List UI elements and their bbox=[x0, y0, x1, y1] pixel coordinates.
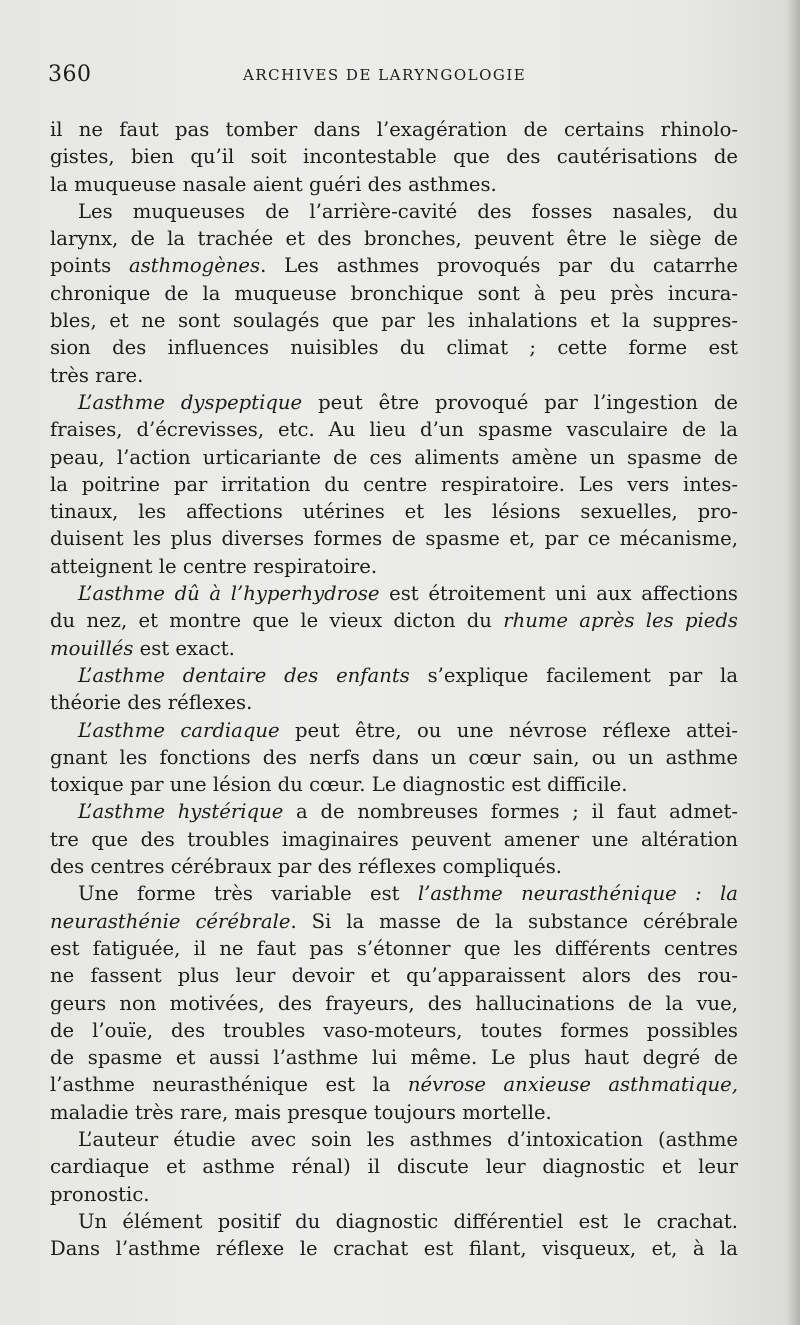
text-line: l’asthme neurasthénique est la névrose anxieuse asthmatique, bbox=[50, 1073, 738, 1097]
text-line: pronostic. bbox=[50, 1182, 150, 1206]
text-line: L’asthme dyspeptique peut être provoqué par l’ingestion de bbox=[78, 390, 739, 414]
text-line: fraises, d’écrevisses, etc. Au lieu d’un spasme vasculaire de la bbox=[50, 418, 738, 442]
page-header bbox=[48, 62, 748, 88]
text-line: très rare. bbox=[50, 363, 144, 387]
text-line: geurs non motivées, des frayeurs, des hallucinations de la vue, bbox=[50, 991, 738, 1015]
text-line: des centres cérébraux par des réflexes compliqués. bbox=[50, 855, 563, 879]
running-title: ARCHIVES DE LARYNGOLOGIE bbox=[243, 66, 527, 84]
text-line: neurasthénie cérébrale. Si la masse de la substance cérébrale bbox=[50, 909, 738, 933]
text-line: peau, l’action urticariante de ces aliments amène un spasme de bbox=[50, 445, 738, 469]
text-line: gnant les fonctions des nerfs dans un cœur sain, ou un asthme bbox=[50, 745, 738, 769]
text-line: Une forme très variable est l’asthme neurasthénique : la bbox=[78, 882, 738, 906]
text-line: ne fassent plus leur devoir et qu’apparaissent alors des rou- bbox=[50, 964, 738, 988]
text-line: larynx, de la trachée et des bronches, peuvent être le siège de bbox=[50, 227, 738, 251]
text-line: est fatiguée, il ne faut pas s’étonner que les différents centres bbox=[50, 936, 738, 960]
text-line: théorie des réflexes. bbox=[50, 691, 253, 715]
text-line: L’asthme hystérique a de nombreuses formes ; il faut admet- bbox=[78, 800, 738, 824]
text-line: toxique par une lésion du cœur. Le diagnostic est difficile. bbox=[50, 773, 628, 797]
text-line: il ne faut pas tomber dans l’exagération de certains rhinolo- bbox=[50, 118, 738, 141]
text-line: duisent les plus diverses formes de spasme et, par ce mécanisme, bbox=[50, 527, 738, 551]
text-line: L’auteur étudie avec soin les asthmes d’intoxication (asthme bbox=[78, 1127, 738, 1151]
text-line: du nez, et montre que le vieux dicton du rhume après les pieds bbox=[50, 609, 738, 633]
text-line: gistes, bien qu’il soit incontestable que des cautérisations de bbox=[50, 145, 738, 169]
text-line: sion des influences nuisibles du climat ; cette forme est bbox=[50, 336, 738, 360]
text-line: Dans l’asthme réflexe le crachat est filant, visqueux, et, à la bbox=[50, 1237, 738, 1261]
text-line: L’asthme cardiaque peut être, ou une névrose réflexe attei- bbox=[78, 718, 738, 742]
page-number: 360 bbox=[48, 62, 92, 87]
text-line: la poitrine par irritation du centre respiratoire. Les vers intes- bbox=[50, 472, 738, 496]
text-line: L’asthme dentaire des enfants s’explique facilement par la bbox=[78, 663, 739, 687]
text-line: mouillés est exact. bbox=[50, 636, 235, 660]
text-line: de l’ouïe, des troubles vaso-moteurs, toutes formes possibles bbox=[50, 1018, 738, 1042]
text-line: la muqueuse nasale aient guéri des asthmes. bbox=[50, 172, 497, 196]
text-line: tre que des troubles imaginaires peuvent amener une altération bbox=[50, 827, 738, 851]
text-line: chronique de la muqueuse bronchique sont à peu près incura- bbox=[50, 281, 738, 305]
text-line: bles, et ne sont soulagés que par les inhalations et la suppres- bbox=[50, 309, 738, 333]
text-line: points asthmogènes. Les asthmes provoqués par du catarrhe bbox=[50, 254, 739, 278]
text-line: Un élément positif du diagnostic différentiel est le crachat. bbox=[78, 1209, 738, 1233]
text-line: cardiaque et asthme rénal) il discute leur diagnostic et leur bbox=[50, 1155, 738, 1179]
text-line: maladie très rare, mais presque toujours mortelle. bbox=[50, 1100, 552, 1124]
text-line: Les muqueuses de l’arrière-cavité des fosses nasales, du bbox=[78, 199, 738, 223]
page-edge-shadow bbox=[786, 0, 800, 1325]
text-line: de spasme et aussi l’asthme lui même. Le plus haut degré de bbox=[50, 1046, 738, 1070]
text-line: L’asthme dû à l’hyperhydrose est étroitement uni aux affections bbox=[78, 582, 738, 606]
body-text bbox=[50, 116, 738, 1262]
text-line: tinaux, les affections utérines et les lésions sexuelles, pro- bbox=[50, 500, 738, 524]
text-line: atteignent le centre respiratoire. bbox=[50, 554, 378, 578]
